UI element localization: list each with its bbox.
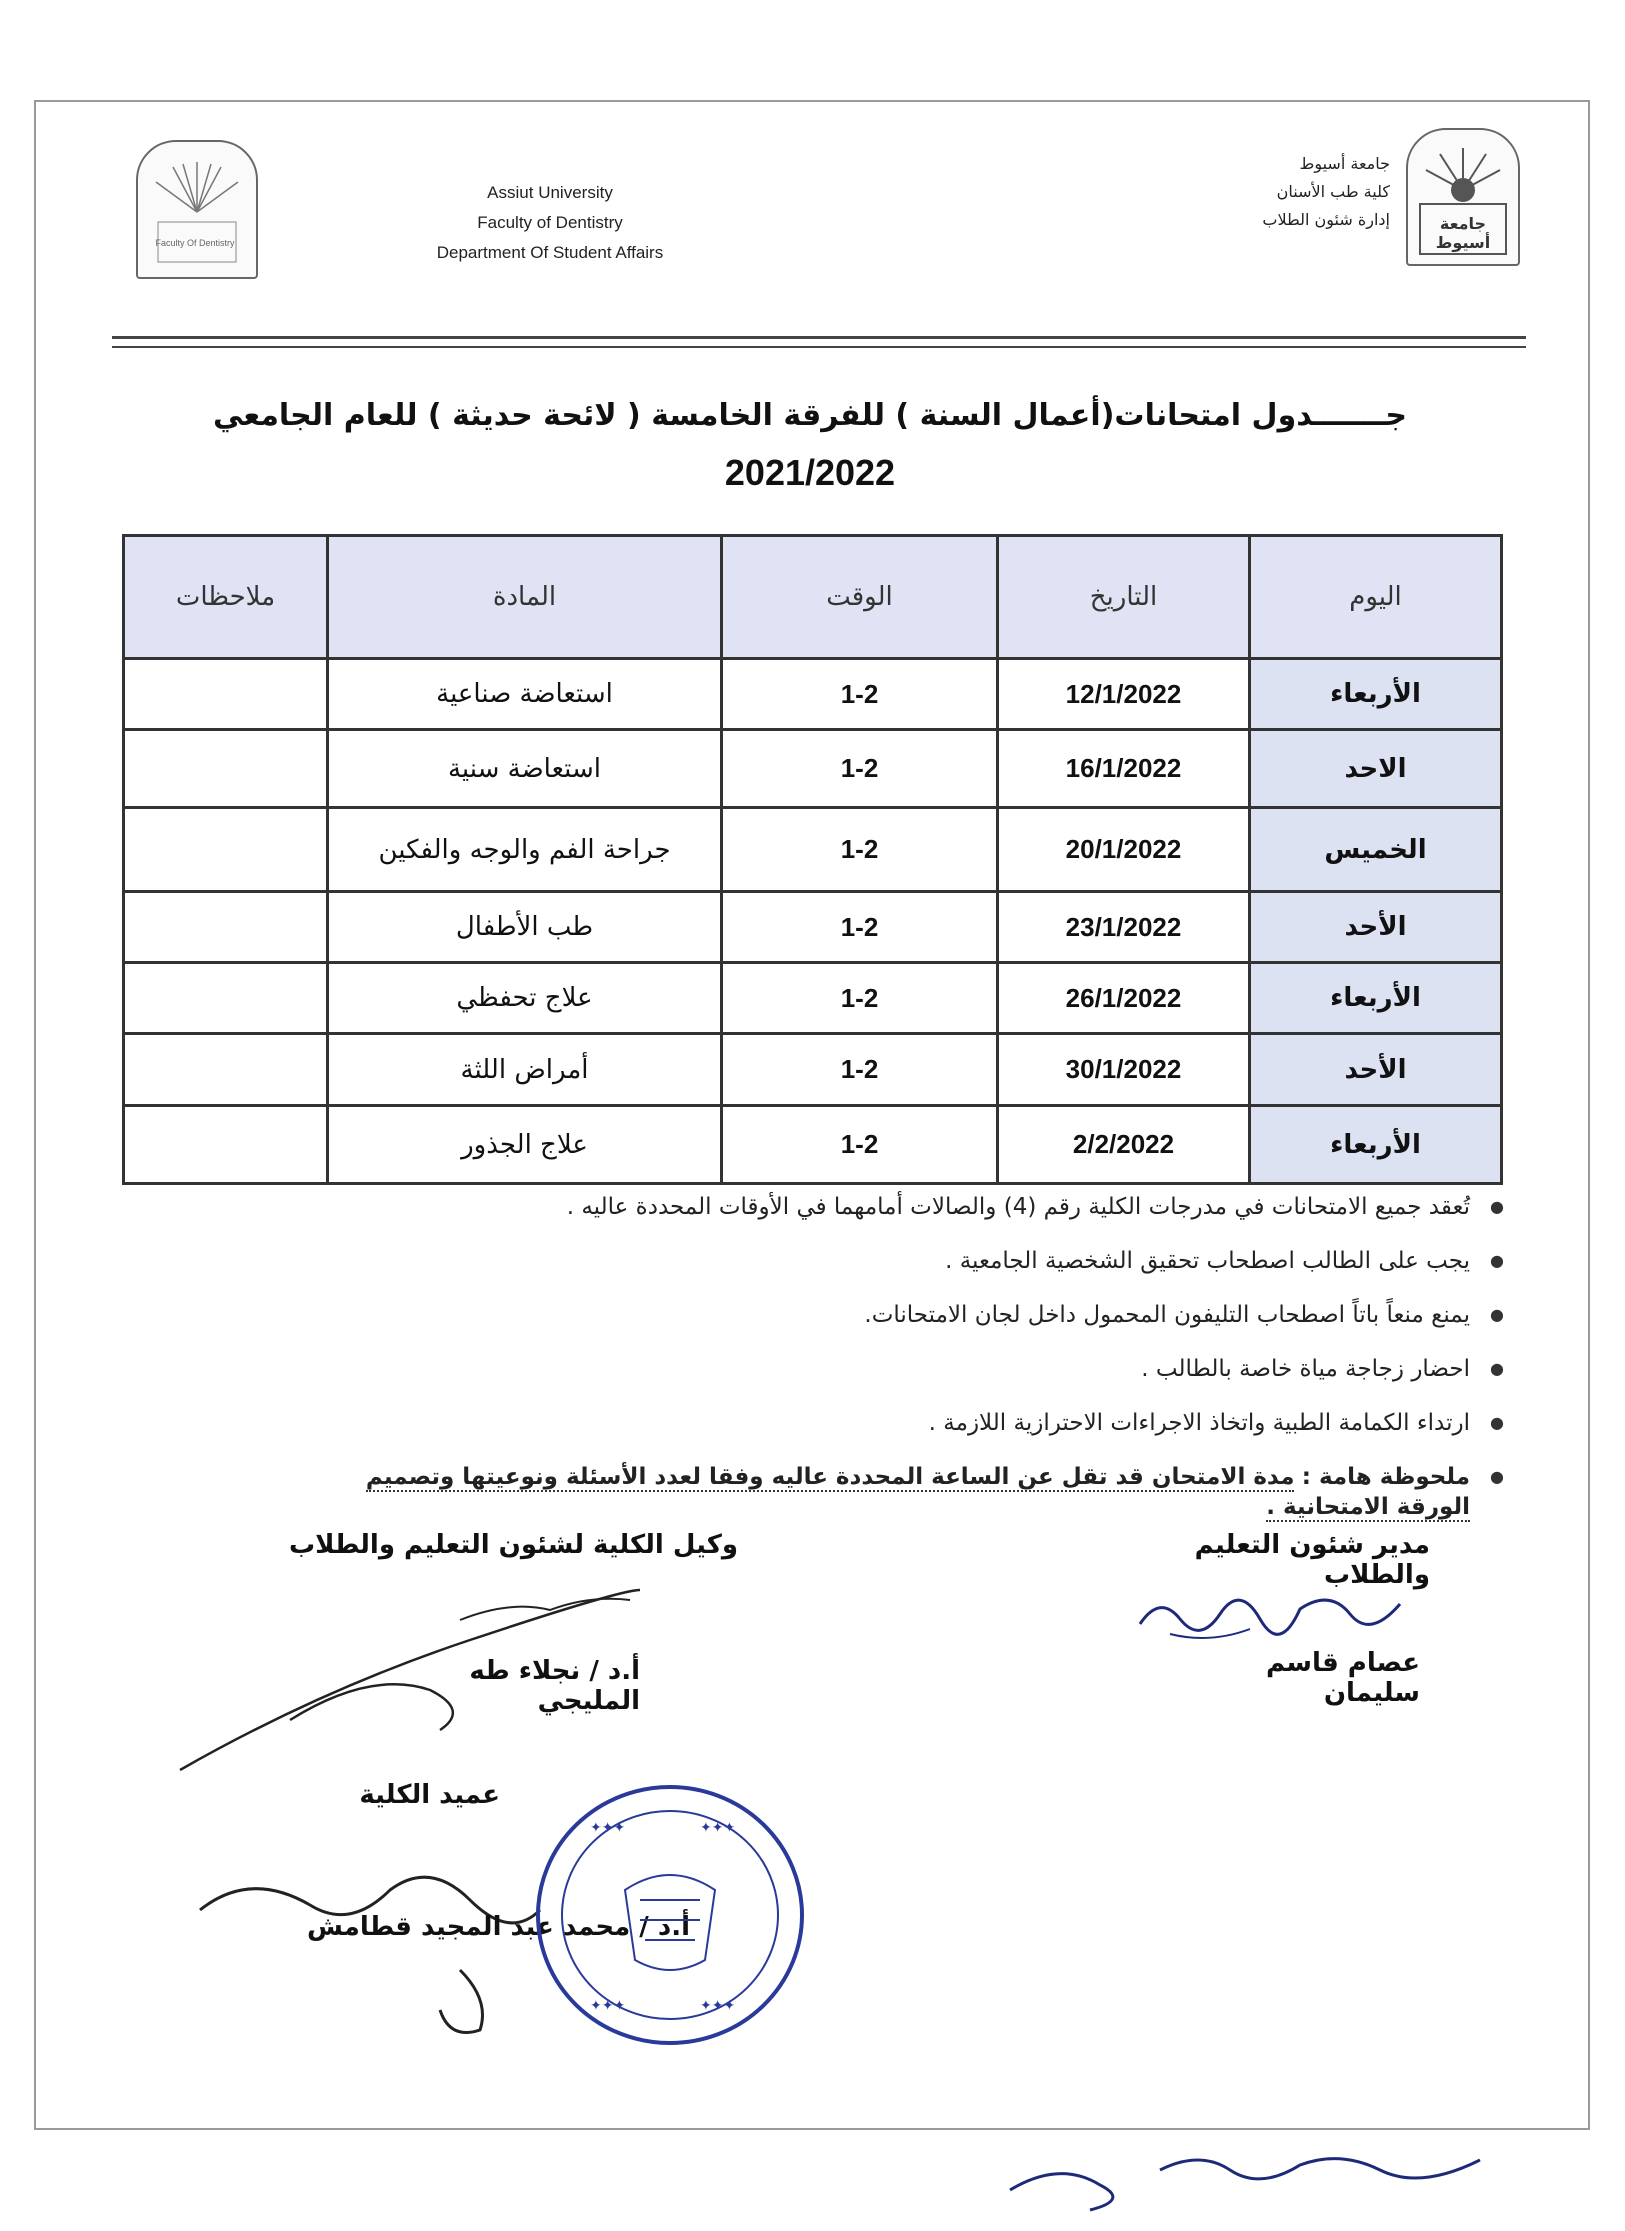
row-notes (124, 808, 328, 892)
important-note (300, 1462, 1470, 1522)
header-divider-top (112, 336, 1526, 339)
row-date: 20/1/2022 (998, 808, 1250, 892)
svg-text:✦✦✦: ✦✦✦ (590, 1820, 626, 1836)
student-affairs-director-title: مدير شئون التعليم والطلاب (1194, 1530, 1430, 1590)
university-logo-right (1406, 128, 1520, 266)
row-time: 1-2 (722, 659, 998, 730)
table-header-row (124, 536, 1502, 659)
dean-title: عميد الكلية (359, 1780, 500, 1810)
row-time: 1-2 (722, 963, 998, 1034)
svg-text:✦✦✦: ✦✦✦ (700, 1820, 736, 1836)
row-notes (124, 963, 328, 1034)
handwritten-annotation-bottom (1000, 2140, 1500, 2220)
university-name-en: Assiut University (487, 183, 613, 202)
row-notes (124, 1106, 328, 1184)
row-notes (124, 1034, 328, 1106)
table-row (124, 808, 1502, 892)
official-stamp-seal (530, 1780, 810, 2050)
row-notes (124, 659, 328, 730)
header-notes: ملاحظات (124, 536, 328, 659)
logo-left-caption: Faculty Of Dentistry (155, 238, 235, 248)
academic-year: 2021/2022 (724, 452, 896, 493)
svg-text:✦✦✦: ✦✦✦ (590, 1998, 626, 2014)
table-row (124, 1106, 1502, 1184)
row-notes (124, 892, 328, 963)
row-date: 12/1/2022 (998, 659, 1250, 730)
row-subject: علاج تحفظي (328, 963, 722, 1034)
header-english (380, 178, 720, 268)
row-date: 23/1/2022 (998, 892, 1250, 963)
header-arabic (1120, 150, 1390, 234)
header-subject: المادة (328, 536, 722, 659)
row-day: الخميس (1250, 808, 1502, 892)
header-day: اليوم (1250, 536, 1502, 659)
row-subject: استعاضة سنية (328, 730, 722, 808)
table-row (124, 730, 1502, 808)
note-item: ● يجب على الطالب اصطحاب تحقيق الشخصية الجامعية . (300, 1246, 1470, 1276)
row-day: الاحد (1250, 730, 1502, 808)
row-day: الأربعاء (1250, 1106, 1502, 1184)
note-item: ● تُعقد جميع الامتحانات في مدرجات الكلية رقم (4) والصالات أمامهما في الأوقات المحددة عاليه . (300, 1192, 1470, 1222)
table-row (124, 1034, 1502, 1106)
logo-right-caption: جامعة أسيوط (1435, 214, 1491, 252)
row-time: 1-2 (722, 1034, 998, 1106)
table-row (124, 659, 1502, 730)
row-day: الأربعاء (1250, 963, 1502, 1034)
row-date: 16/1/2022 (998, 730, 1250, 808)
page-title: جـــــــدول امتحانات(أعمال السنة ) للفرقة الخامسة ( لائحة حديثة ) للعام الجامعي (213, 398, 1407, 433)
row-subject: علاج الجذور (328, 1106, 722, 1184)
row-date: 26/1/2022 (998, 963, 1250, 1034)
row-subject: أمراض اللثة (328, 1034, 722, 1106)
row-day: الأحد (1250, 1034, 1502, 1106)
row-date: 2/2/2022 (998, 1106, 1250, 1184)
row-notes (124, 730, 328, 808)
row-date: 30/1/2022 (998, 1034, 1250, 1106)
table-row (124, 963, 1502, 1034)
note-item: ● ارتداء الكمامة الطبية واتخاذ الاجراءات الاحترازية اللازمة . (300, 1408, 1470, 1438)
row-time: 1-2 (722, 808, 998, 892)
row-day: الأحد (1250, 892, 1502, 963)
vice-dean-title: وكيل الكلية لشئون التعليم والطلاب (288, 1530, 738, 1560)
handwritten-signature-right (1130, 1574, 1420, 1654)
sunburst-logo-icon (138, 142, 256, 277)
table-row (124, 892, 1502, 963)
faculty-logo-left (136, 140, 258, 279)
note-item: ● احضار زجاجة مياة خاصة بالطالب . (300, 1354, 1470, 1384)
note-item: ● يمنع منعاً باتاً اصطحاب التليفون المحمول داخل لجان الامتحانات. (300, 1300, 1470, 1330)
exam-notes-list (300, 1192, 1500, 1546)
department-name-en: Department Of Student Affairs (436, 243, 664, 262)
svg-text:✦✦✦: ✦✦✦ (700, 1998, 736, 2014)
header-time: الوقت (722, 536, 998, 659)
dean-name: أ.د / محمد عبد المجيد قطامش (306, 1912, 690, 1942)
row-time: 1-2 (722, 730, 998, 808)
row-subject: طب الأطفال (328, 892, 722, 963)
row-subject: جراحة الفم والوجه والفكين (328, 808, 722, 892)
university-name-ar: جامعة أسيوط (1299, 154, 1390, 173)
department-name-ar: إدارة شئون الطلاب (1262, 210, 1390, 229)
important-note-text: مدة الامتحان قد تقل عن الساعة المحددة عاليه وفقا لعدد الأسئلة ونوعيتها وتصميم الورقة الامتحانية . (365, 1464, 1470, 1520)
student-affairs-director-name: عصام قاسم سليمان (1266, 1648, 1420, 1708)
header-date: التاريخ (998, 536, 1250, 659)
row-day: الأربعاء (1250, 659, 1502, 730)
row-time: 1-2 (722, 1106, 998, 1184)
faculty-name-ar: كلية طب الأسنان (1276, 182, 1390, 201)
header-divider-bottom (112, 346, 1526, 348)
row-subject: استعاضة صناعية (328, 659, 722, 730)
faculty-name-en: Faculty of Dentistry (477, 213, 623, 232)
important-note-label: ملحوظة هامة : (1301, 1464, 1470, 1490)
exam-schedule-table (122, 534, 1503, 1185)
vice-dean-name: أ.د / نجلاء طه المليجي (469, 1656, 640, 1716)
row-time: 1-2 (722, 892, 998, 963)
handwritten-signature-dean (190, 1850, 550, 2040)
